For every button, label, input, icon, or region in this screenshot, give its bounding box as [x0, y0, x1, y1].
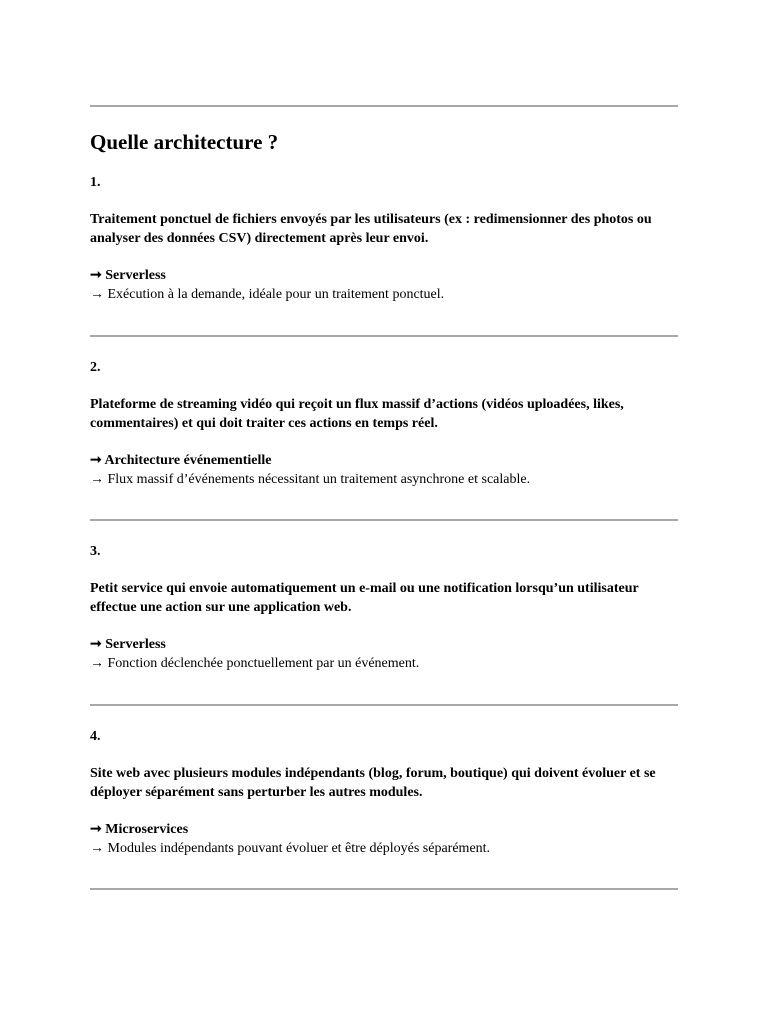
page-title: Quelle architecture ?: [90, 130, 279, 154]
bottom-divider: [90, 888, 678, 890]
question-text: Site web avec plusieurs modules indépendants (blog, forum, boutique) qui doivent évoluer et se déployer séparément sans perturber les autres modules.: [90, 766, 656, 800]
question-explanation: → Flux massif d’événements nécessitant un traitement asynchrone et scalable.: [90, 472, 531, 487]
question-answer: ➞ Serverless: [90, 637, 166, 652]
question-4: [90, 728, 678, 858]
question-number: 1.: [90, 175, 101, 190]
question-explanation: → Exécution à la demande, idéale pour un traitement ponctuel.: [90, 287, 445, 302]
question-text: Traitement ponctuel de fichiers envoyés par les utilisateurs (ex : redimensionner des photos ou analyser des données CSV) directement après leur envoi.: [90, 212, 652, 246]
question-2: [90, 359, 678, 489]
question-number: 3.: [90, 544, 101, 559]
question-number: 4.: [90, 729, 101, 744]
question-answer: ➞ Serverless: [90, 268, 166, 283]
section-divider: [90, 519, 678, 521]
section-divider: [90, 335, 678, 337]
question-1: [90, 174, 678, 304]
question-explanation: → Fonction déclenchée ponctuellement par un événement.: [90, 656, 420, 671]
question-explanation: → Modules indépendants pouvant évoluer et être déployés séparément.: [90, 841, 491, 856]
question-number: 2.: [90, 360, 101, 375]
question-answer: ➞ Architecture événementielle: [90, 453, 272, 468]
question-3: [90, 543, 678, 673]
question-answer: ➞ Microservices: [90, 822, 189, 837]
section-divider: [90, 704, 678, 706]
question-text: Plateforme de streaming vidéo qui reçoit un flux massif d’actions (vidéos uploadées, likes, commentaires) et qui doit traiter ces actions en temps réel.: [90, 397, 624, 431]
top-divider: [90, 105, 678, 107]
question-text: Petit service qui envoie automatiquement un e-mail ou une notification lorsqu’un utilisateur effectue une action sur une application web.: [90, 581, 639, 615]
